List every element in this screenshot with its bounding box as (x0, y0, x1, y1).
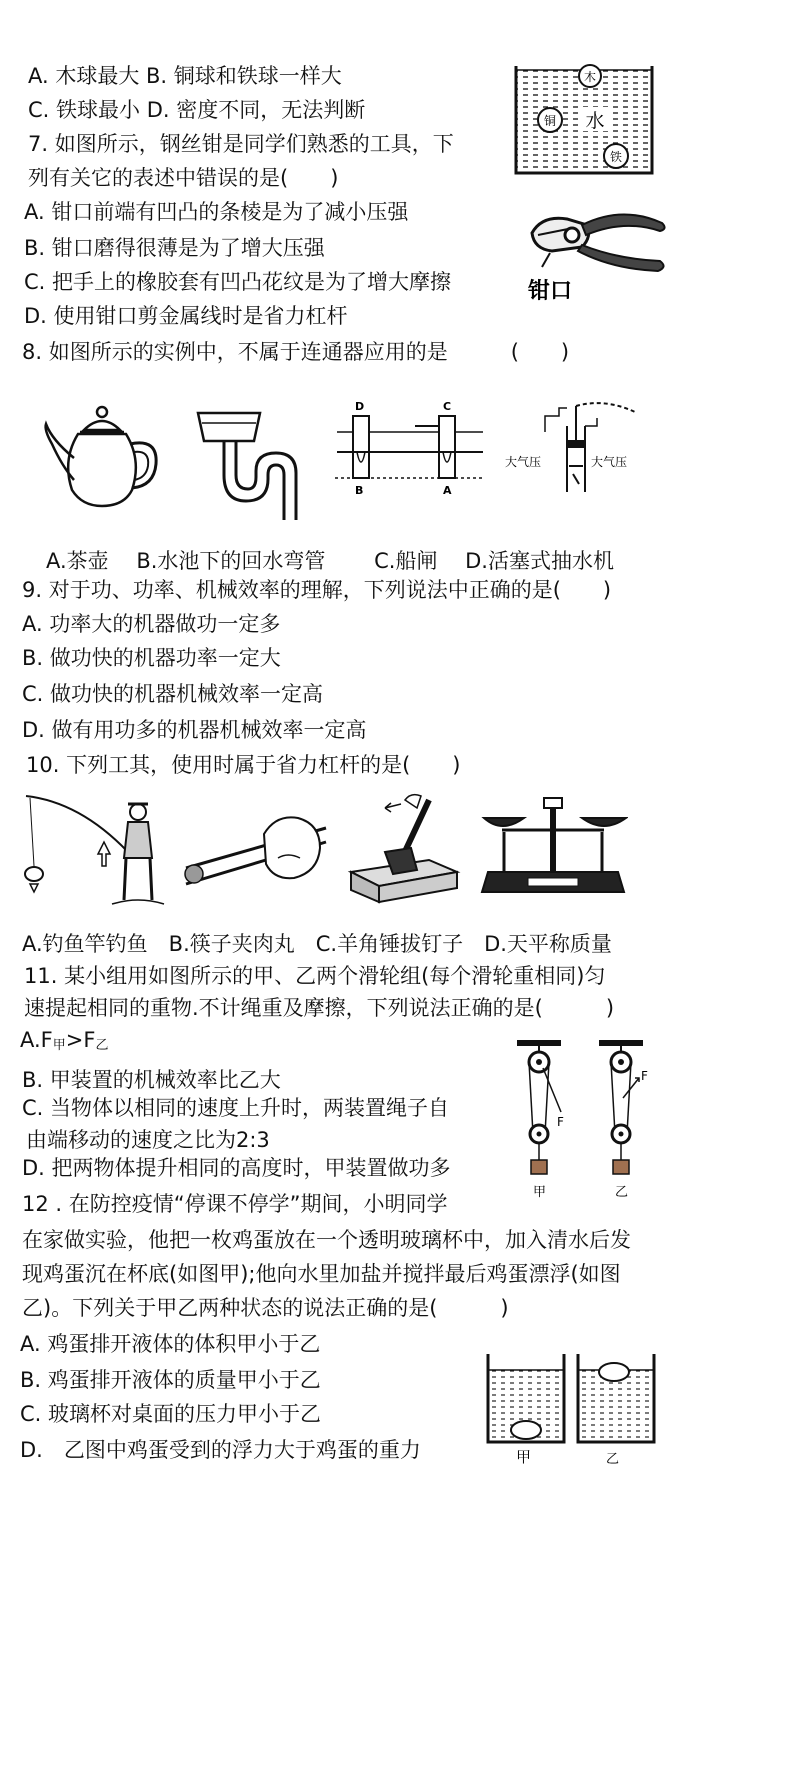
q12-option-c: C. 玻璃杯对桌面的压力甲小于乙 (20, 1402, 322, 1426)
q7-stem-line1: 7. 如图所示，钢丝钳是同学们熟悉的工具，下 (28, 132, 454, 156)
floating-egg (599, 1363, 629, 1381)
q10-balance-scale-figure (478, 794, 628, 898)
force-label-jia: F (557, 1115, 564, 1129)
q12-stem-line2: 在家做实验，他把一枚鸡蛋放在一个透明玻璃杯中，加入清水后发 (22, 1228, 631, 1252)
q12-option-d: D. 乙图中鸡蛋受到的浮力大于鸡蛋的重力 (20, 1438, 421, 1462)
force-label-yi: F (641, 1069, 648, 1083)
q11-stem-line2: 速提起相同的重物.不计绳重及摩擦，下列说法正确的是( ) (24, 996, 615, 1020)
q6-options-cd: C. 铁球最小 D. 密度不同，无法判断 (28, 98, 366, 122)
q12-egg-cups-figure (482, 1350, 657, 1465)
q9-stem: 9. 对于功、功率、机械效率的理解，下列说法中正确的是( ) (22, 578, 612, 602)
water-label: 水 (585, 110, 605, 132)
q9-option-b: B. 做功快的机器功率一定大 (22, 646, 281, 670)
q10-chopsticks-figure (180, 808, 330, 898)
label-jia: 甲 (533, 1185, 547, 1200)
q6-balls-in-water-figure (512, 62, 657, 177)
sunk-egg (511, 1421, 541, 1439)
label-jia: 甲 (516, 1448, 532, 1465)
label-yi: 乙 (606, 1452, 620, 1465)
q11-option-c-line2: 由端移动的速度之比为2:3 (26, 1128, 270, 1152)
label-yi: 乙 (615, 1185, 629, 1200)
q10-captions: A.钓鱼竿钓鱼 B.筷子夹肉丸 C.羊角锤拔钉子 D.天平称质量 (22, 932, 612, 956)
q8-piston-pump-figure (505, 396, 665, 501)
q11-option-b: B. 甲装置的机械效率比乙大 (22, 1068, 281, 1092)
pump-air-pressure-left: 大气压 (505, 455, 542, 469)
q9-option-c: C. 做功快的机器机械效率一定高 (22, 682, 324, 706)
jaw-label: 钳口 (528, 279, 573, 304)
q7-pliers-figure (512, 195, 672, 310)
q12-stem-line4: 乙)。下列关于甲乙两种状态的说法正确的是( ) (22, 1296, 509, 1320)
q10-fishing-rod-figure (20, 792, 170, 910)
q12-option-a: A. 鸡蛋排开液体的体积甲小于乙 (20, 1332, 321, 1356)
q9-option-d: D. 做有用功多的机器机械效率一定高 (22, 718, 367, 742)
q11-pulley-figure (505, 1038, 675, 1208)
q9-option-a: A. 功率大的机器做功一定多 (22, 612, 281, 636)
q7-option-d: D. 使用钳口剪金属线时是省力杠杆 (24, 304, 348, 328)
q8-ship-lock-figure (335, 398, 485, 498)
q8-captions: A.茶壶 B.水池下的回水弯管 C.船闸 D.活塞式抽水机 (46, 549, 614, 573)
lock-label-d: D (355, 400, 365, 413)
q11-option-c-line1: C. 当物体以相同的速度上升时，两装置绳子自 (22, 1096, 450, 1120)
q10-claw-hammer-figure (345, 790, 465, 905)
q11-stem-line1: 11. 某小组用如图所示的甲、乙两个滑轮组(每个滑轮重相同)匀 (24, 964, 606, 988)
q12-stem-line1: 12 . 在防控疫情“停课不停学”期间，小明同学 (22, 1192, 448, 1216)
iron-label: 铁 (609, 150, 623, 164)
lock-label-c: C (443, 400, 452, 413)
q7-option-a: A. 钳口前端有凹凸的条棱是为了减小压强 (24, 200, 409, 224)
q11-option-d: D. 把两物体提升相同的高度时，甲装置做功多 (22, 1156, 451, 1180)
q12-option-b: B. 鸡蛋排开液体的质量甲小于乙 (20, 1368, 321, 1392)
lock-label-b: B (355, 484, 364, 497)
q7-stem-line2: 列有关它的表述中错误的是( ) (28, 166, 339, 190)
q7-option-b: B. 钳口磨得很薄是为了增大压强 (24, 236, 325, 260)
q6-options-ab: A. 木球最大 B. 铜球和铁球一样大 (28, 64, 342, 88)
q10-stem: 10. 下列工其，使用时属于省力杠杆的是( ) (26, 753, 461, 777)
lock-label-a: A (443, 484, 452, 497)
wood-label: 木 (583, 70, 597, 84)
q7-option-c: C. 把手上的橡胶套有凹凸花纹是为了增大摩擦 (24, 270, 452, 294)
q12-stem-line3: 现鸡蛋沉在杯底(如图甲);他向水里加盐并搅拌最后鸡蛋漂浮(如图 (22, 1262, 621, 1286)
q8-sink-trap-figure (190, 405, 305, 520)
q11-option-a: $A.F_甲>F_乙$ (20, 1028, 109, 1053)
q8-teapot-figure (40, 400, 170, 515)
q8-stem: 8. 如图所示的实例中，不属于连通器应用的是 ( ) (22, 340, 570, 364)
copper-label: 铜 (543, 114, 557, 128)
pump-air-pressure-right: 大气压 (591, 455, 628, 469)
